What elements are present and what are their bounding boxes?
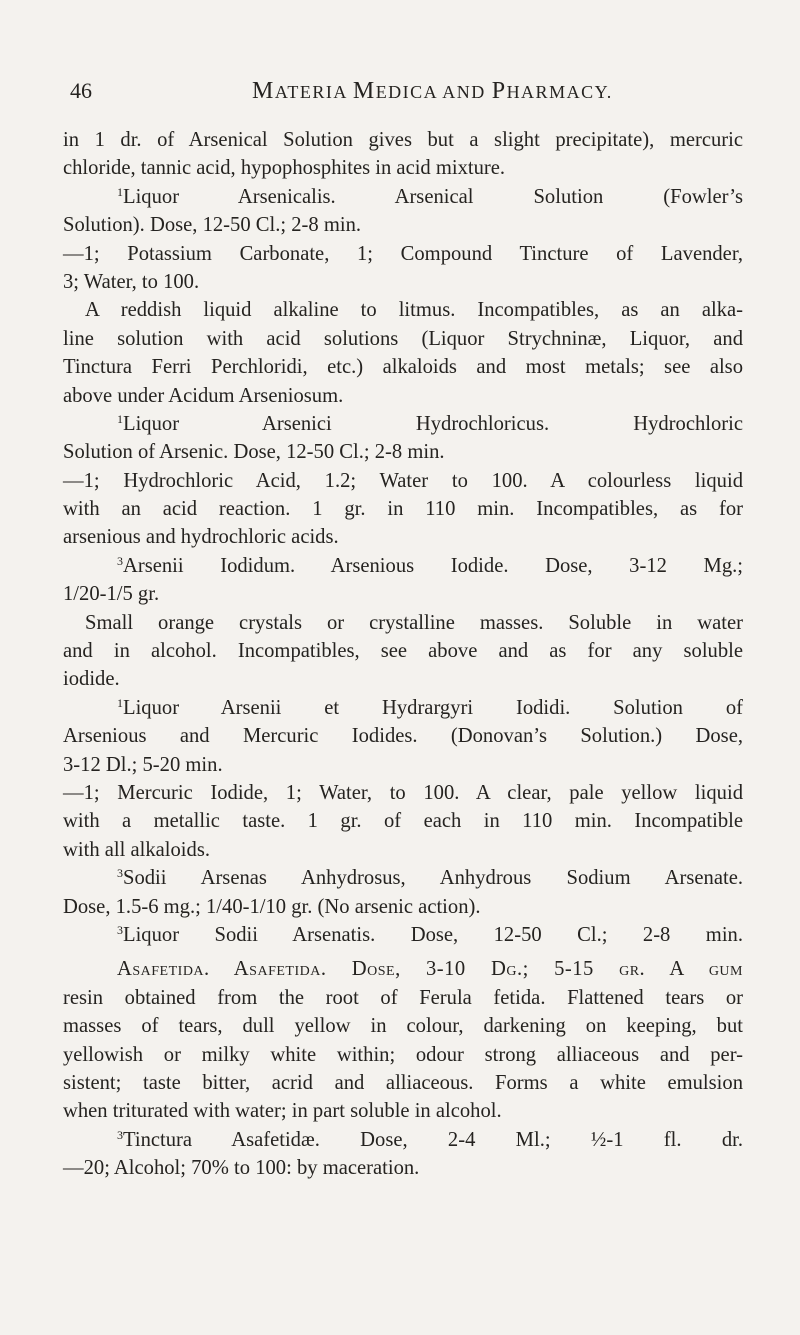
text-line: masses of tears, dull yellow in colour, darkening on keeping, but bbox=[63, 1015, 743, 1038]
text-line: Tinctura Ferri Perchloridi, etc.) alkaloids and most metals; see also bbox=[63, 356, 743, 379]
text-line: —1; Mercuric Iodide, 1; Water, to 100. A clear, pale yellow liquid bbox=[63, 781, 743, 804]
text-line: $^1$Liquor Arsenici Hydrochloricus. Hydrochloric bbox=[117, 411, 743, 435]
text-line: $^3$Liquor Sodii Arsenatis. Dose, 12-50 Cl.; 2-8 min. bbox=[117, 922, 743, 946]
body-text bbox=[63, 126, 743, 1182]
text-line: —20; Alcohol; 70% to 100: by maceration. bbox=[63, 1157, 420, 1180]
text-line: yellowish or milky white within; odour strong alliaceous and per- bbox=[63, 1043, 743, 1066]
text-line: when triturated with water; in part soluble in alcohol. bbox=[63, 1100, 502, 1123]
text-line: arsenious and hydrochloric acids. bbox=[63, 526, 339, 549]
text-line: $^3$Tinctura Asafetidæ. Dose, 2-4 Ml.; ½-1 fl. dr. bbox=[117, 1127, 743, 1151]
text-line: 3-12 Dl.; 5-20 min. bbox=[63, 753, 223, 776]
text-line: Solution). Dose, 12-50 Cl.; 2-8 min. bbox=[63, 214, 362, 237]
text-line: Arsenious and Mercuric Iodides. (Donovan’s Solution.) Dose, bbox=[63, 725, 743, 748]
section-heading-line: Asafetida. Asafetida. Dose, 3-10 Dg.; 5-15 gr. A gum bbox=[117, 958, 743, 981]
text-line: $^3$Arsenii Iodidum. Arsenious Iodide. Dose, 3-12 Mg.; bbox=[117, 553, 743, 577]
text-line: —1; Potassium Carbonate, 1; Compound Tincture of Lavender, bbox=[63, 242, 743, 265]
text-line: sistent; taste bitter, acrid and alliaceous. Forms a white emulsion bbox=[63, 1071, 743, 1094]
text-line: Dose, 1.5-6 mg.; 1/40-1/10 gr. (No arsenic action). bbox=[63, 895, 481, 918]
text-line: Small orange crystals or crystalline masses. Soluble in water bbox=[85, 611, 743, 634]
text-line: 1/20-1/5 gr. bbox=[63, 583, 160, 606]
text-line: with a metallic taste. 1 gr. of each in 110 min. Incompatible bbox=[63, 810, 743, 833]
running-title: MATERIA MEDICA AND PHARMACY. bbox=[252, 78, 613, 104]
text-line: 3; Water, to 100. bbox=[63, 270, 200, 293]
text-line: line solution with acid solutions (Liquor Strychninæ, Liquor, and bbox=[63, 327, 743, 350]
text-line: and in alcohol. Incompatibles, see above and as for any soluble bbox=[63, 640, 743, 663]
text-line: above under Acidum Arseniosum. bbox=[63, 384, 344, 407]
text-line: iodide. bbox=[63, 668, 120, 691]
text-line: A reddish liquid alkaline to litmus. Incompatibles, as an alka- bbox=[85, 299, 743, 322]
text-line: $^1$Liquor Arsenicalis. Arsenical Solution (Fowler’s bbox=[117, 184, 743, 208]
page-number: 46 bbox=[70, 78, 92, 103]
text-line: $^3$Sodii Arsenas Anhydrosus, Anhydrous Sodium Arsenate. bbox=[117, 866, 743, 890]
running-header bbox=[70, 78, 750, 108]
text-line: —1; Hydrochloric Acid, 1.2; Water to 100. A colourless liquid bbox=[63, 469, 743, 492]
text-line: in 1 dr. of Arsenical Solution gives but a slight precipitate), mercuric bbox=[63, 129, 743, 151]
text-line: $^1$Liquor Arsenii et Hydrargyri Iodidi. Solution of bbox=[117, 695, 743, 719]
text-line: resin obtained from the root of Ferula fetida. Flattened tears or bbox=[63, 986, 743, 1009]
text-line: with an acid reaction. 1 gr. in 110 min. Incompatibles, as for bbox=[63, 498, 743, 521]
text-line: Solution of Arsenic. Dose, 12-50 Cl.; 2-8 min. bbox=[63, 441, 445, 464]
text-line: with all alkaloids. bbox=[63, 838, 210, 861]
text-line: chloride, tannic acid, hypophosphites in acid mixture. bbox=[63, 157, 506, 180]
